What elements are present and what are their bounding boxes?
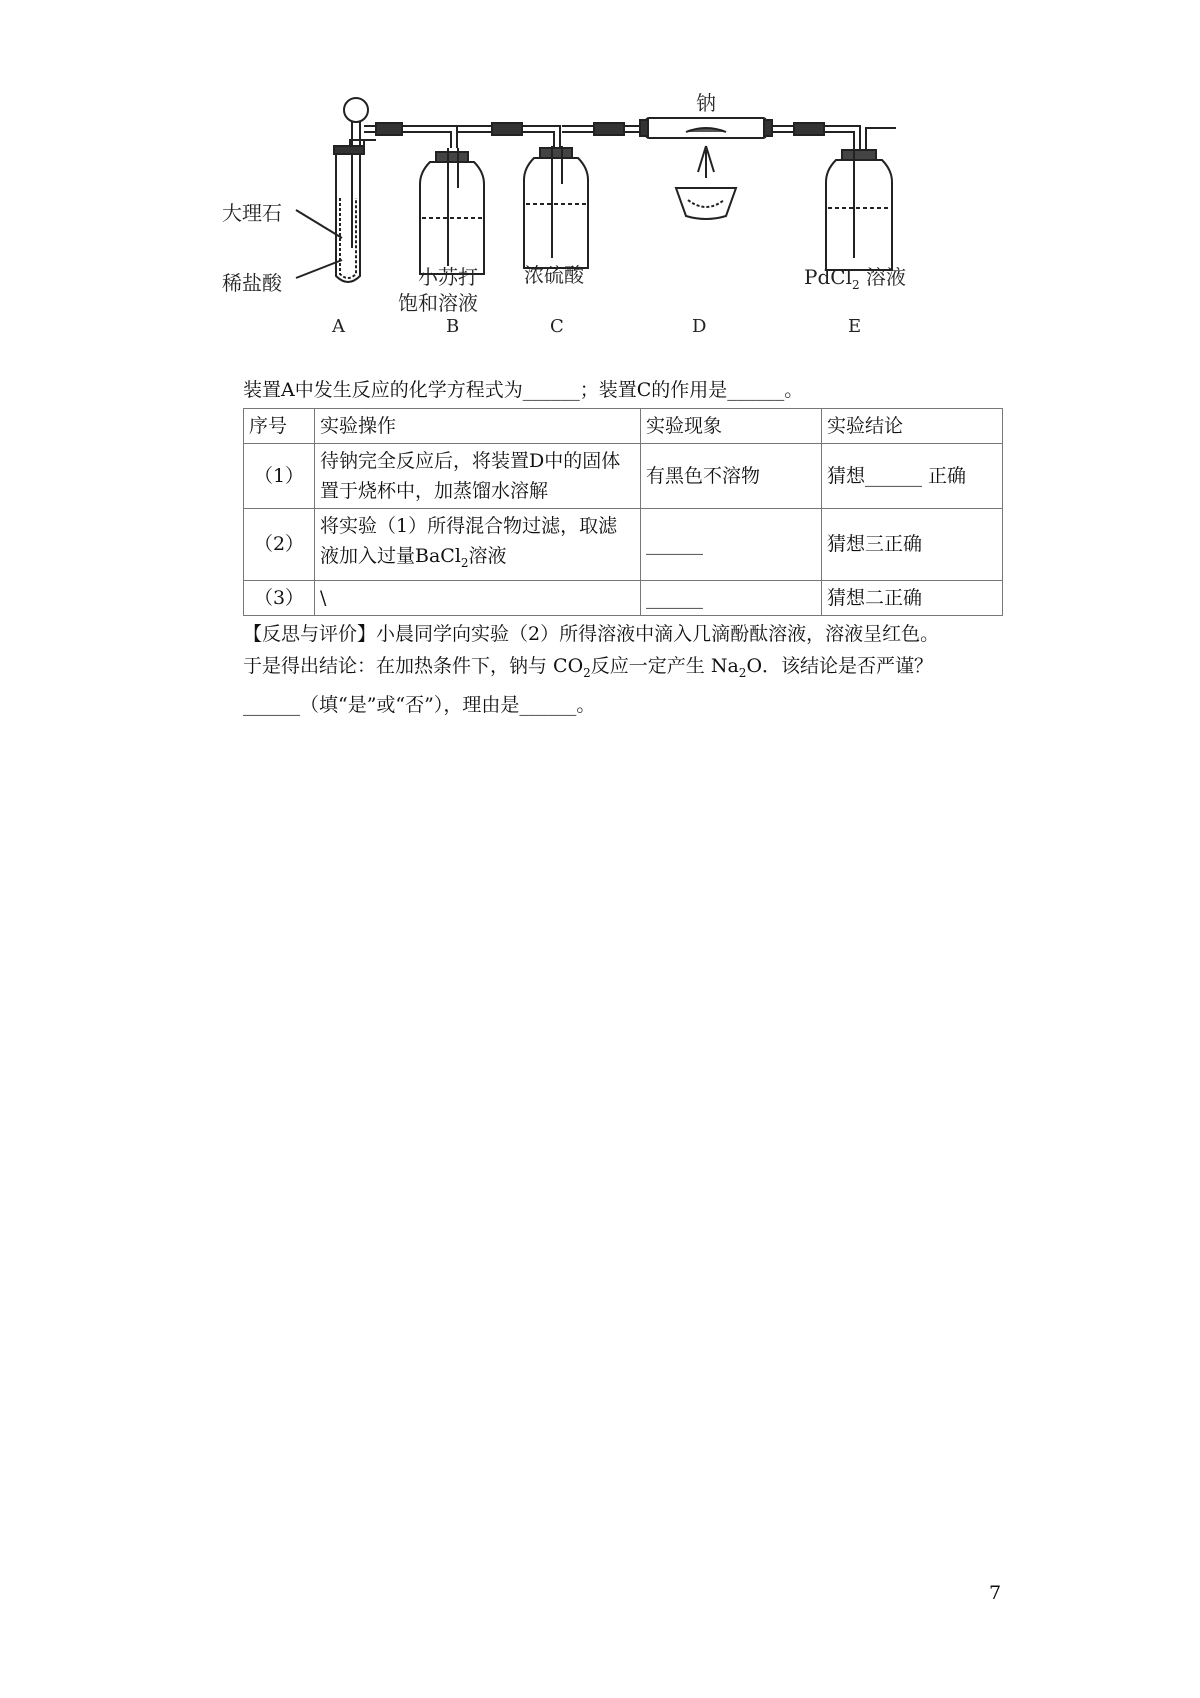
answer-blank-equation: ______ [522,379,580,401]
label-conc-sulfuric: 浓硫酸 [524,263,584,287]
row-index: （2） [244,509,315,581]
device-letter-c: C [550,316,564,337]
header-phenomenon: 实验现象 [641,409,822,444]
header-index: 序号 [244,409,315,444]
answer-blank-guess: ______ [865,465,923,487]
device-letter-b: B [446,316,460,337]
experiment-table [243,408,1003,616]
experiment-apparatus-diagram [222,88,996,370]
device-d [640,118,772,219]
label-dilute-hcl: 稀盐酸 [222,271,282,295]
device-letter-e: E [848,316,862,337]
row-operation: \ [315,580,641,615]
row-conclusion: 猜想二正确 [822,580,1003,615]
answer-blank-device-c: ______ [727,379,785,401]
row-index: （1） [244,444,315,509]
row-conclusion: 猜想三正确 [822,509,1003,581]
device-letter-d: D [692,316,707,337]
table-header-row [244,409,1003,444]
header-conclusion: 实验结论 [822,409,1003,444]
header-operation: 实验操作 [315,409,641,444]
row-index: （3） [244,580,315,615]
device-c [524,146,588,268]
answer-blank-rigor: ______ [243,693,300,716]
label-sodium: 钠 [696,91,716,115]
question-line: 装置A中发生反应的化学方程式为______；装置C的作用是______。 [243,379,804,401]
row-phenomenon: 有黑色不溶物 [641,444,822,509]
reflection-section: 【反思与评价】小晨同学向实验（2）所得溶液中滴入几滴酚酞溶液，溶液呈红色。 于是得出结论：在加热条件下，钠与 $CO_2$反应一定产生 $Na_2O$．该结论是否严谨？ ______（填“是”或“否”），理由是______。 [243,623,940,716]
row-operation: 待钠完全反应后，将装置D中的固体置于烧杯中，加蒸馏水溶解 [315,444,641,509]
row-phenomenon: ______ [641,509,822,581]
table-row [244,509,1003,581]
page-number: 7 [989,1582,1002,1604]
table-row [244,580,1003,615]
label-baking-soda-1: 小苏打 [418,265,478,289]
row-operation: 将实验（1）所得混合物过滤，取滤液加入过量BaCl$_2$溶液 [315,509,641,581]
row-conclusion: 猜想______ 正确 [822,444,1003,509]
answer-blank-reason: ______ [519,693,577,716]
row-phenomenon: ______ [641,580,822,615]
device-letter-a: A [332,316,345,337]
label-pdcl2: PdCl$_2$ 溶液 [804,265,906,292]
table-row [244,444,1003,509]
device-b [420,148,484,274]
reflection-heading: 【反思与评价】 [243,623,377,645]
device-e [826,128,896,270]
label-marble: 大理石 [222,201,282,225]
label-baking-soda-2: 饱和溶液 [398,291,478,315]
